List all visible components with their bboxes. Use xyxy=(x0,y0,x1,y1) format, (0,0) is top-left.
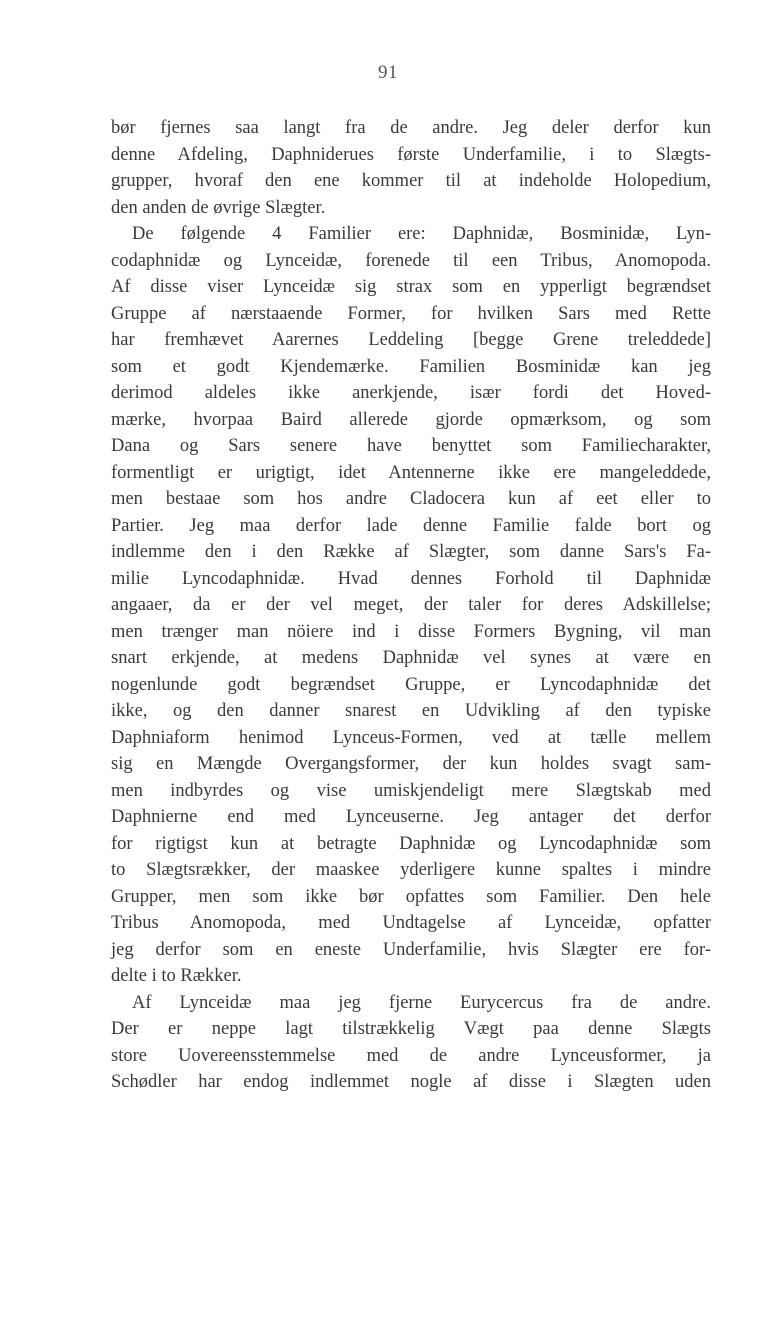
text-line: Tribus Anomopoda, med Undtagelse af Lynceidæ, opfatter xyxy=(111,913,711,933)
text-line: grupper, hvoraf den ene kommer til at indeholde Holopedium, xyxy=(111,171,711,191)
text-line: delte i to Rækker. xyxy=(111,966,242,986)
text-line: mærke, hvorpaa Baird allerede gjorde opmærksom, og som xyxy=(111,409,711,430)
text-line: derimod aldeles ikke anerkjende, især fordi det Hoved- xyxy=(111,383,711,403)
text-line: ikke, og den danner snarest en Udvikling af den typiske xyxy=(111,701,711,721)
text-line: formentligt er urigtigt, idet Antennerne ikke ere mangeleddede, xyxy=(111,462,711,483)
text-line: nogenlunde godt begrændset Gruppe, er Lyncodaphnidæ det xyxy=(111,674,711,695)
text-line: Dana og Sars senere have benyttet som Familiecharakter, xyxy=(111,436,711,456)
text-line: men trænger man nöiere ind i disse Formers Bygning, vil man xyxy=(111,621,711,642)
page-number: 91 xyxy=(378,62,398,83)
text-line: angaaer, da er der vel meget, der taler for deres Adskillelse; xyxy=(111,595,711,615)
text-line: har fremhævet Aarernes Leddeling [begge Grene treleddede] xyxy=(111,330,711,350)
text-line: sig en Mængde Overgangsformer, der kun holdes svagt sam- xyxy=(111,754,711,774)
text-line: snart erkjende, at medens Daphnidæ vel synes at være en xyxy=(111,648,711,668)
text-line: milie Lyncodaphnidæ. Hvad dennes Forhold til Daphnidæ xyxy=(111,568,711,589)
text-line: som et godt Kjendemærke. Familien Bosminidæ kan jeg xyxy=(111,356,711,377)
text-line: De følgende 4 Familier ere: Daphnidæ, Bosminidæ, Lyn- xyxy=(132,224,711,244)
text-line: men indbyrdes og vise umiskjendeligt mere Slægtskab med xyxy=(111,780,711,801)
body-text xyxy=(111,115,711,1096)
text-line: indlemme den i den Række af Slægter, som danne Sars's Fa- xyxy=(111,542,711,562)
text-line: Schødler har endog indlemmet nogle af disse i Slægten uden xyxy=(111,1072,711,1092)
text-line: bør fjernes saa langt fra de andre. Jeg deler derfor kun xyxy=(111,118,711,138)
text-line: store Uovereensstemmelse med de andre Lynceusformer, ja xyxy=(111,1045,711,1066)
text-line: jeg derfor som en eneste Underfamilie, hvis Slægter ere for- xyxy=(111,939,711,960)
text-line: for rigtigst kun at betragte Daphnidæ og Lyncodaphnidæ som xyxy=(111,833,711,854)
text-line: men bestaae som hos andre Cladocera kun af eet eller to xyxy=(111,489,711,509)
text-line: Af disse viser Lynceidæ sig strax som en ypperligt begrændset xyxy=(111,277,711,297)
text-line: Af Lynceidæ maa jeg fjerne Eurycercus fra de andre. xyxy=(132,992,711,1013)
text-line: codaphnidæ og Lynceidæ, forenede til een Tribus, Anomopoda. xyxy=(111,250,711,271)
text-line: Daphnierne end med Lynceuserne. Jeg antager det derfor xyxy=(111,807,711,827)
text-line: Gruppe af nærstaaende Former, for hvilken Sars med Rette xyxy=(111,303,711,324)
text-line: Grupper, men som ikke bør opfattes som Familier. Den hele xyxy=(111,886,711,907)
text-line: to Slægtsrækker, der maaskee yderligere kunne spaltes i mindre xyxy=(111,860,711,880)
text-line: denne Afdeling, Daphniderues første Underfamilie, i to Slægts- xyxy=(111,144,711,165)
text-line: den anden de øvrige Slægter. xyxy=(111,197,326,218)
text-line: Partier. Jeg maa derfor lade denne Familie falde bort og xyxy=(111,515,711,536)
text-line: Daphniaform henimod Lynceus-Formen, ved at tælle mellem xyxy=(111,727,711,748)
text-line: Der er neppe lagt tilstrækkelig Vægt paa denne Slægts xyxy=(111,1019,711,1039)
